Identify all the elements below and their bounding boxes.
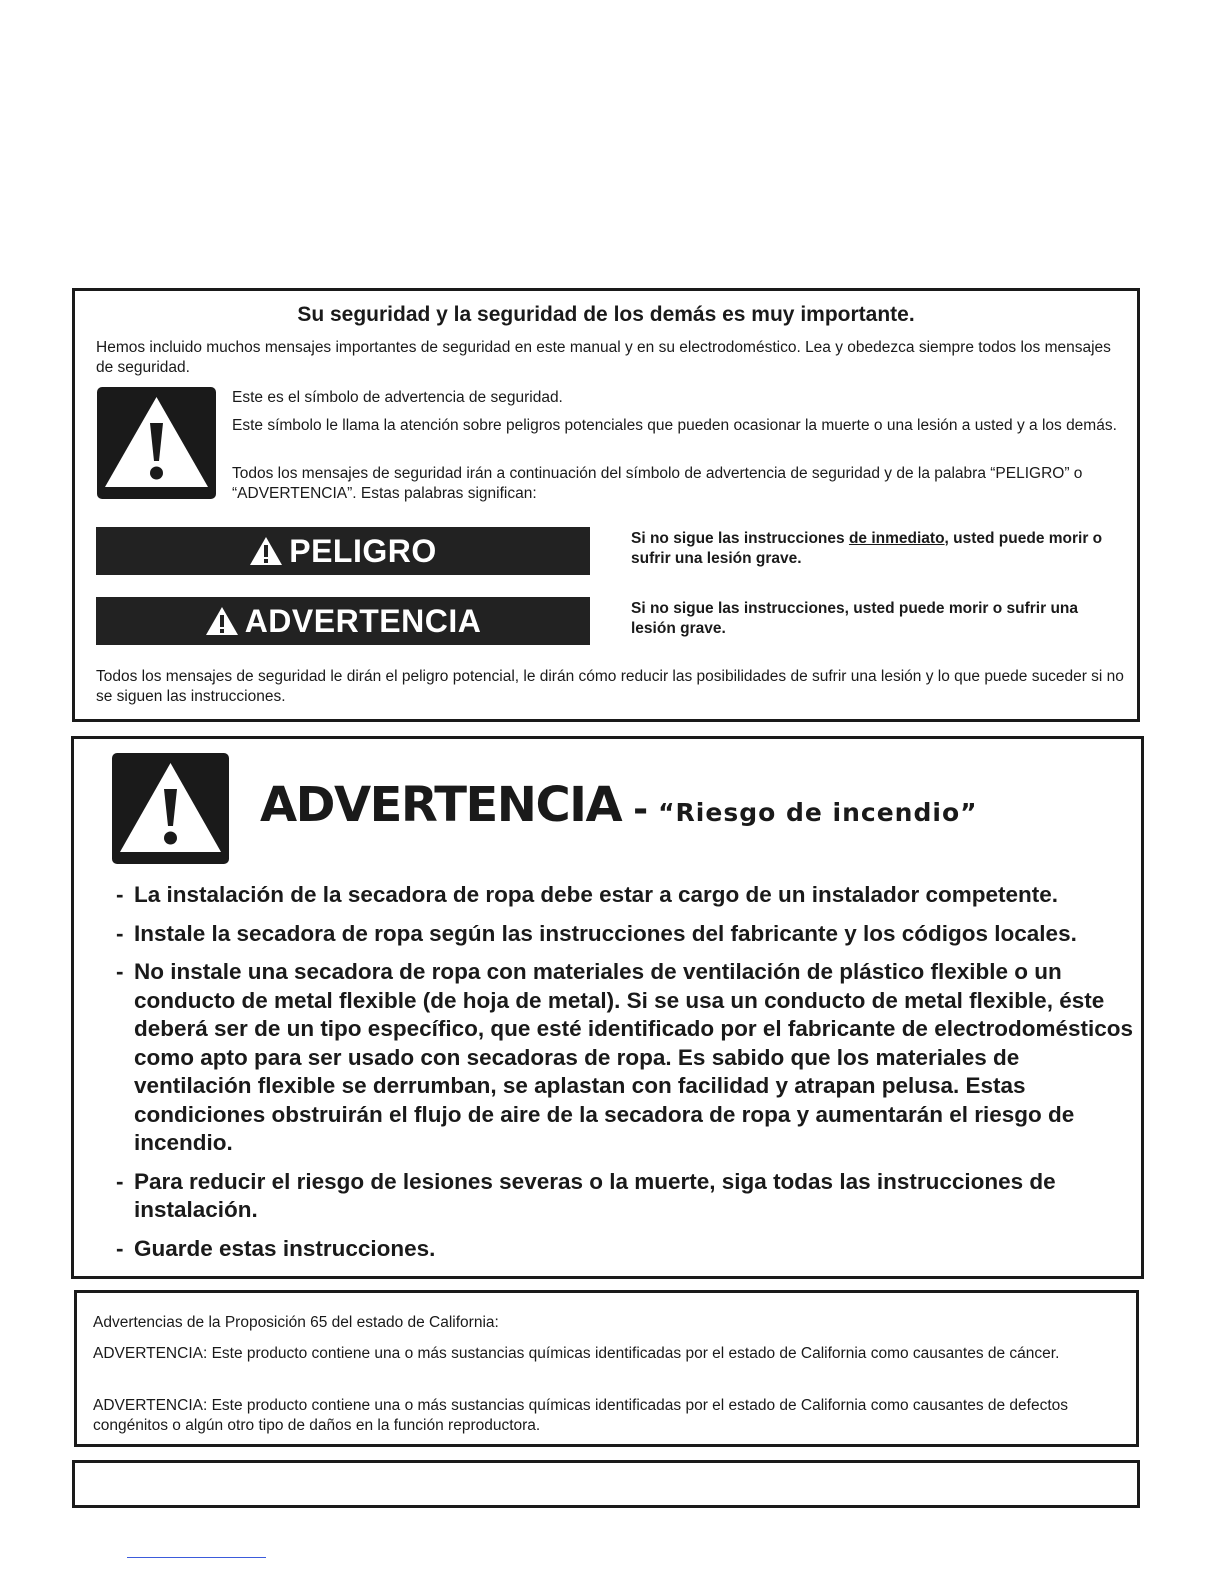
peligro-desc-pre: Si no sigue las instrucciones (631, 530, 849, 547)
prop65-title: Advertencias de la Proposición 65 del estado de California: (93, 1314, 499, 1331)
empty-box (72, 1460, 1140, 1508)
prop65-box (74, 1290, 1139, 1447)
safety-intro: Hemos incluido muchos mensajes importantes de seguridad en este manual y en su electrodoméstico. Lea y obedezca siempre todos los mensajes de seguridad. (96, 339, 1111, 376)
list-bullet: - (116, 1235, 124, 1261)
list-item-text: No instale una secadora de ropa con materiales de ventilación de plástico flexible o un conducto de metal flexible (de hoja de metal). Si se usa un conducto de metal flexible, éste deberá ser de un tipo específico, que esté identificado por el fabricante de electrodomésticos como apto para ser usado con secadoras de ropa. Es sabido que los materiales de ventilación flexible se derrumban, se aplastan con facilidad y atrapan pelusa. Estas condiciones obstruirán el flujo de aire de la secadora de ropa y aumentarán el riesgo de incendio. (134, 959, 1134, 1155)
alert-triangle-icon (205, 606, 239, 636)
fire-warning-box (71, 736, 1144, 1279)
list-item-text: Instale la secadora de ropa según las instrucciones del fabricante y los códigos locales. (134, 920, 1077, 946)
list-item (116, 1235, 1136, 1264)
list-item-text: Guarde estas instrucciones. (134, 1235, 436, 1261)
safety-outro: Todos los mensajes de seguridad le dirán el peligro potencial, le dirán cómo reducir las posibilidades de sufrir una lesión y lo que puede suceder si no se siguen las instrucciones. (96, 668, 1124, 705)
peligro-label: PELIGRO (289, 532, 437, 569)
list-item-text: La instalación de la secadora de ropa debe estar a cargo de un instalador competente. (134, 882, 1059, 907)
bottom-rule (127, 1557, 266, 1558)
fire-heading (260, 777, 978, 833)
list-item-text: Para reducir el riesgo de lesiones severas o la muerte, siga todas las instrucciones de instalación. (134, 1168, 1056, 1222)
alert-triangle-icon (249, 536, 283, 566)
advertencia-banner (96, 597, 590, 645)
peligro-banner (96, 527, 590, 575)
prop65-warning-cancer: ADVERTENCIA: Este producto contiene una o más sustancias químicas identificadas por el estado de California como causantes de cáncer. (93, 1345, 1060, 1362)
fire-heading-dash: - (633, 789, 649, 830)
symbol-description-2: Este símbolo le llama la atención sobre peligros potenciales que pueden ocasionar la muerte o una lesión a usted y a los demás. (232, 417, 1117, 434)
peligro-description (631, 529, 1121, 569)
safety-title: Su seguridad y la seguridad de los demás es muy importante. (297, 303, 915, 326)
list-item (116, 920, 1136, 949)
warning-triangle-icon (112, 753, 229, 864)
peligro-desc-emphasis: de inmediato (848, 530, 945, 547)
peligro-desc-post: , usted puede morir o sufrir una lesión grave. (631, 530, 1103, 567)
symbol-description-1: Este es el símbolo de advertencia de seguridad. (232, 389, 563, 406)
warning-triangle-icon (97, 387, 216, 499)
list-item (116, 1168, 1136, 1225)
symbol-description-3: Todos los mensajes de seguridad irán a continuación del símbolo de advertencia de seguridad y de la palabra “PELIGRO” o “ADVERTENCIA”. Estas palabras significan: (232, 465, 1083, 502)
prop65-warning-reproductive: ADVERTENCIA: Este producto contiene una o más sustancias químicas identificadas por el estado de California como causantes de defectos congénitos o algún otro tipo de daños en la función reproductora. (93, 1397, 1069, 1434)
list-bullet: - (116, 1168, 124, 1194)
list-bullet: - (116, 959, 124, 984)
fire-warning-list (116, 881, 1136, 1273)
advertencia-label: ADVERTENCIA (244, 602, 482, 639)
list-item (116, 958, 1136, 1158)
list-bullet: - (116, 882, 124, 907)
advertencia-description: Si no sigue las instrucciones, usted puede morir o sufrir una lesión grave. (631, 600, 1079, 637)
fire-heading-title: ADVERTENCIA (260, 777, 622, 833)
fire-heading-subtitle: “Riesgo de incendio” (658, 798, 978, 827)
list-item (116, 881, 1136, 910)
list-bullet: - (116, 920, 124, 946)
safety-info-box (72, 288, 1140, 722)
